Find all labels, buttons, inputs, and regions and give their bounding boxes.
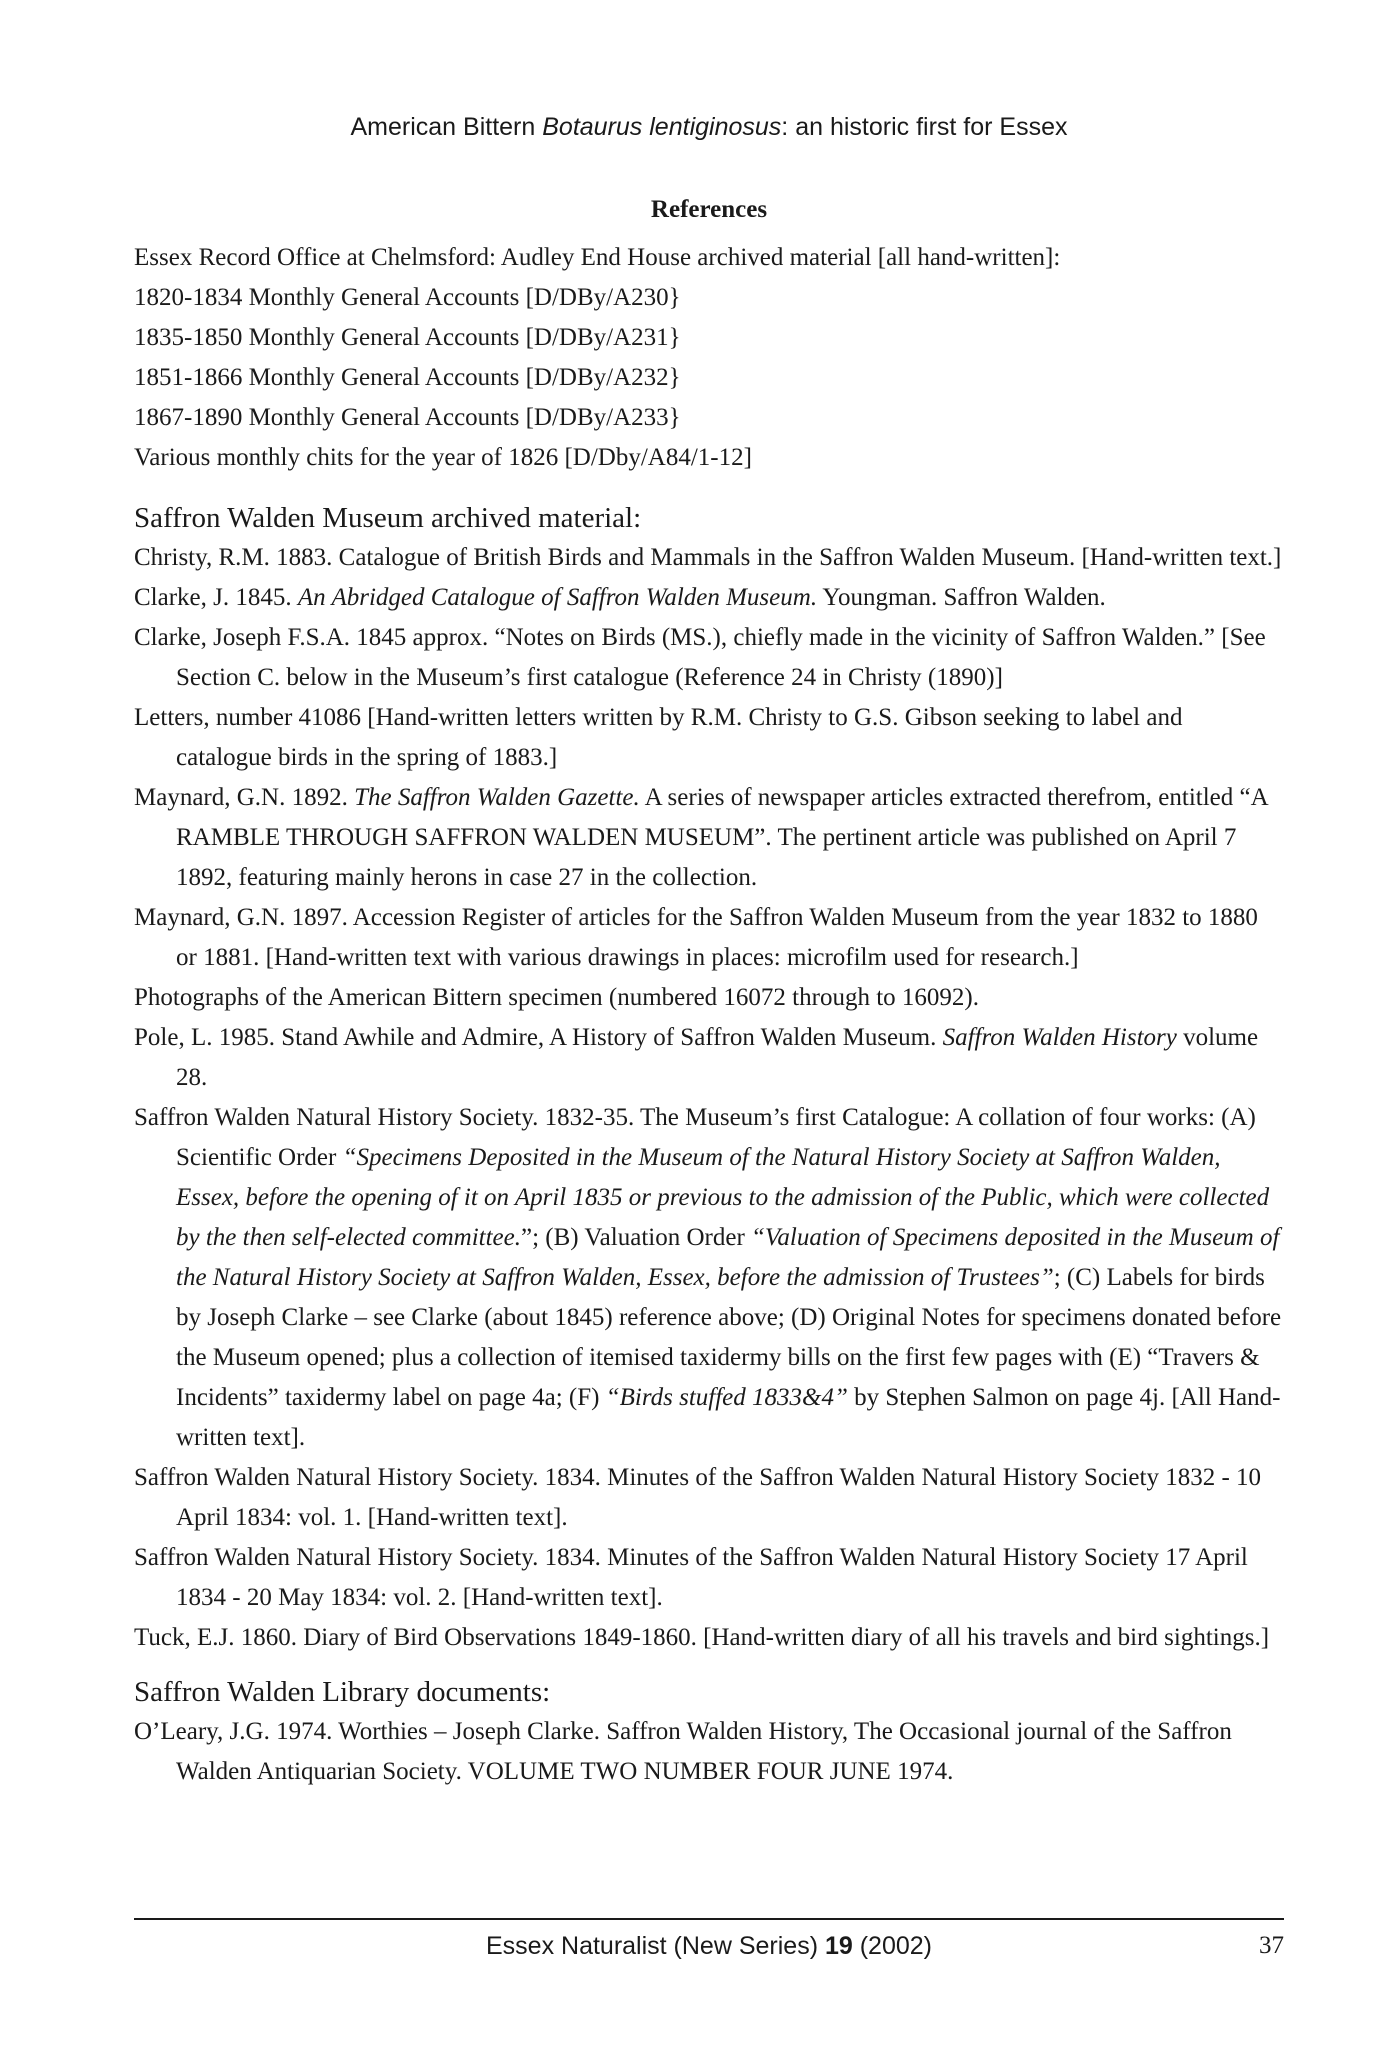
record-office-item: 1820-1834 Monthly General Accounts [D/DBy/A230}: [134, 284, 681, 311]
reference-entry: Saffron Walden Natural History Society. 1834. Minutes of the Saffron Walden Natural History Society 1832 - 10 April 1834: vol. 1. [Hand-written text].: [134, 1464, 1262, 1531]
journal-year: (2002): [852, 1932, 932, 1960]
running-head-pre: American Bittern: [350, 113, 543, 141]
record-office-item: 1835-1850 Monthly General Accounts [D/DBy/A231}: [134, 324, 681, 351]
references-section: [134, 190, 1284, 1792]
reference-text: Maynard, G.N. 1892.: [134, 784, 355, 811]
reference-entry: Letters, number 41086 [Hand-written letters written by R.M. Christy to G.S. Gibson seeking to label and catalogue birds in the spring of 1883.]: [134, 704, 1183, 771]
running-head-species: Botaurus lentiginosus: [542, 113, 782, 141]
record-office-item: 1867-1890 Monthly General Accounts [D/DBy/A233}: [134, 404, 681, 431]
reference-title: “Valuation of Specimens deposited in the Museum of the Natural History Society at Saffron Walden, Essex, before the admission of Trustees”: [176, 1224, 1280, 1291]
reference-text: volume 28.: [176, 1024, 1259, 1091]
journal-volume: 19: [824, 1932, 853, 1960]
library-heading: Saffron Walden Library documents:: [134, 1676, 551, 1708]
record-office-intro: Essex Record Office at Chelmsford: Audley End House archived material [all hand-written]:: [134, 244, 1061, 271]
reference-entry: Photographs of the American Bittern specimen (numbered 16072 through to 16092).: [134, 984, 979, 1011]
reference-title: The Saffron Walden Gazette.: [354, 784, 640, 811]
spacer: [134, 1658, 1284, 1672]
journal-citation: [134, 1928, 1284, 1964]
reference-text: ”; (B) Valuation Order: [520, 1224, 752, 1251]
reference-entry: Saffron Walden Natural History Society. 1834. Minutes of the Saffron Walden Natural History Society 17 April 1834 - 20 May 1834: vol. 2. [Hand-written text].: [134, 1544, 1248, 1611]
record-office-item: Various monthly chits for the year of 1826 [D/Dby/A84/1-12]: [134, 444, 752, 471]
reference-text: Pole, L. 1985. Stand Awhile and Admire, A History of Saffron Walden Museum.: [134, 1024, 943, 1051]
reference-entry: [134, 778, 1284, 898]
reference-entry: Christy, R.M. 1883. Catalogue of British Birds and Mammals in the Saffron Walden Museum. [Hand-written text.]: [134, 544, 1282, 571]
footer-rule: [134, 1918, 1284, 1920]
reference-entry: [134, 578, 1284, 618]
reference-entry: [134, 1018, 1284, 1098]
reference-text: Clarke, J. 1845.: [134, 584, 298, 611]
reference-title: Saffron Walden History: [942, 1024, 1177, 1051]
reference-entry: [134, 1098, 1284, 1458]
footer: [134, 1928, 1284, 1964]
reference-text: A series of newspaper articles extracted therefrom, entitled “A RAMBLE THROUGH SAFFRON WALDEN MUSEUM”. The pertinent article was published on April 7 1892, featuring mainly herons in case 27 in the collection.: [176, 784, 1268, 891]
page-number: 37: [1259, 1932, 1284, 1959]
reference-entry: Clarke, Joseph F.S.A. 1845 approx. “Notes on Birds (MS.), chiefly made in the vicinity of Saffron Walden.” [See Section C. below in the Museum’s first catalogue (Reference 24 in Christy (1890)]: [134, 624, 1266, 691]
reference-text: Youngman. Saffron Walden.: [817, 584, 1106, 611]
reference-entry: O’Leary, J.G. 1974. Worthies – Joseph Clarke. Saffron Walden History, The Occasional journal of the Saffron Walden Antiquarian Society. VOLUME TWO NUMBER FOUR JUNE 1974.: [134, 1718, 1232, 1785]
reference-text: ; (C) Labels for birds by Joseph Clarke – see Clarke (about 1845) reference above; (D) Original Notes for specimens donated before the Museum opened; plus a collection of itemised taxidermy bills on the first few pages with (E) “Travers & Incidents” taxidermy label on page 4a; (F): [176, 1264, 1282, 1411]
spacer: [134, 478, 1284, 498]
reference-title: “Specimens Deposited in the Museum of the Natural History Society at Saffron Walden, Essex, before the opening of it on April 1835 or previous to the admission of the Public, which were collected by the then self-elected committee.: [176, 1144, 1270, 1251]
reference-entry: Tuck, E.J. 1860. Diary of Bird Observations 1849-1860. [Hand-written diary of all his travels and bird sightings.]: [134, 1624, 1270, 1651]
reference-entry: Maynard, G.N. 1897. Accession Register of articles for the Saffron Walden Museum from the year 1832 to 1880 or 1881. [Hand-written text with various drawings in places: microfilm used for research.]: [134, 904, 1258, 971]
reference-text: Saffron Walden Natural History Society. 1832-35. The Museum’s first Catalogue: A collation of four works: (A) Scientific Order: [134, 1104, 1256, 1171]
reference-title: An Abridged Catalogue of Saffron Walden Museum.: [297, 584, 818, 611]
running-head: [134, 112, 1284, 142]
museum-heading: Saffron Walden Museum archived material:: [134, 502, 642, 534]
reference-title: “Birds stuffed 1833&4”: [605, 1384, 848, 1411]
record-office-item: 1851-1866 Monthly General Accounts [D/DBy/A232}: [134, 364, 681, 391]
running-head-post: : an historic first for Essex: [781, 113, 1068, 141]
journal-name: Essex Naturalist (New Series): [485, 1932, 825, 1960]
references-heading: References: [650, 196, 768, 223]
reference-text: by Stephen Salmon on page 4j. [All Hand-written text].: [176, 1384, 1281, 1451]
